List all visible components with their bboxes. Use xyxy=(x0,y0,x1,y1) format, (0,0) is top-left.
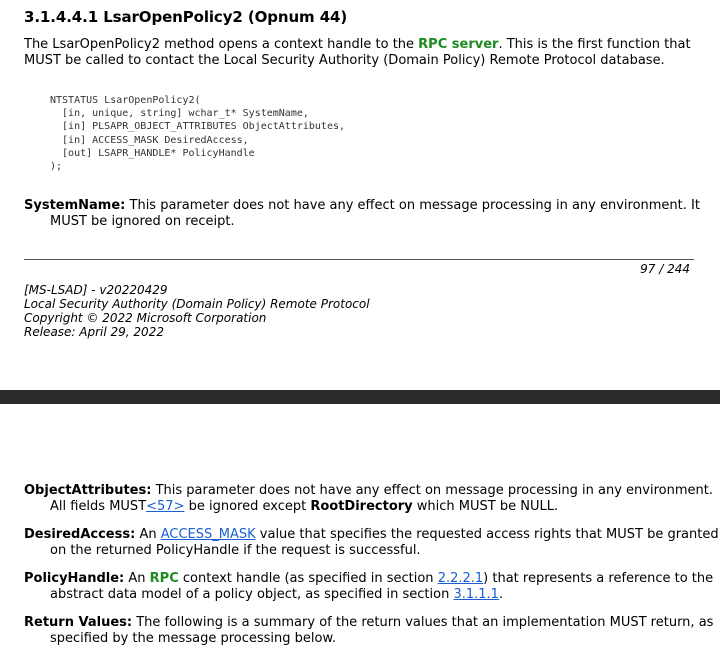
object-attributes-text-3: which MUST be NULL. xyxy=(412,499,559,514)
policy-handle-term: PolicyHandle: xyxy=(24,571,125,586)
footer-divider xyxy=(24,259,694,260)
desired-access-text-1: An xyxy=(135,527,161,542)
footer-doc-version: [MS-LSAD] - v20220429 xyxy=(24,283,168,297)
system-name-paragraph xyxy=(24,198,720,230)
policy-handle-text-2: context handle (as specified in section xyxy=(178,571,438,586)
object-attributes-text-1: This parameter does not have any effect on message processing in any environment. All fields MUST xyxy=(50,483,713,514)
return-values-term: Return Values: xyxy=(24,615,133,630)
return-values-paragraph xyxy=(24,615,720,647)
code-block xyxy=(50,94,345,173)
code-line: [in] PLSAPR_OBJECT_ATTRIBUTES ObjectAttributes, xyxy=(50,121,346,133)
footer-copyright: Copyright © 2022 Microsoft Corporation xyxy=(24,311,267,325)
page-break xyxy=(0,390,720,404)
object-attributes-paragraph xyxy=(24,483,720,515)
footer-release: Release: April 29, 2022 xyxy=(24,325,164,339)
section-3-1-1-1-link[interactable]: 3.1.1.1 xyxy=(453,587,499,602)
access-mask-link[interactable]: ACCESS_MASK xyxy=(160,527,256,542)
rpc-link[interactable]: RPC xyxy=(149,571,179,586)
footer-block xyxy=(24,283,370,339)
desired-access-paragraph xyxy=(24,527,720,559)
object-attributes-term: ObjectAttributes: xyxy=(24,483,152,498)
system-name-term: SystemName: xyxy=(24,198,126,213)
code-line: NTSTATUS LsarOpenPolicy2( xyxy=(50,95,201,106)
system-name-text: This parameter does not have any effect on message processing in any environment. It MUST be ignored on receipt. xyxy=(50,198,700,229)
policy-handle-paragraph xyxy=(24,571,720,603)
code-line: [out] LSAPR_HANDLE* PolicyHandle xyxy=(50,147,255,159)
code-line: [in] ACCESS_MASK DesiredAccess, xyxy=(50,134,249,146)
footer-doc-title: Local Security Authority (Domain Policy) Remote Protocol xyxy=(24,297,370,311)
footnote-57-link[interactable]: <57> xyxy=(146,499,185,514)
intro-text-1: The LsarOpenPolicy2 method opens a context handle to the xyxy=(24,37,419,52)
rpc-server-link[interactable]: RPC server xyxy=(418,37,499,52)
policy-handle-text-1: An xyxy=(124,571,150,586)
code-line: ); xyxy=(50,161,63,173)
code-line: [in, unique, string] wchar_t* SystemName, xyxy=(50,108,309,120)
intro-text-2: . This is the first function that MUST be called to contact the Local Security Authority (Domain Policy) Remote Protocol database. xyxy=(24,37,691,68)
section-2-2-2-1-link[interactable]: 2.2.2.1 xyxy=(437,571,484,586)
desired-access-text-2: value that specifies the requested access rights that MUST be granted on the returned PolicyHandle if the request is successful. xyxy=(50,527,719,558)
page-number: 97 / 244 xyxy=(640,262,690,276)
return-values-text: The following is a summary of the return values that an implementation MUST return, as specified by the message processing below. xyxy=(50,615,714,646)
object-attributes-text-2: be ignored except xyxy=(184,499,311,514)
root-directory-term: RootDirectory xyxy=(310,499,413,514)
policy-handle-text-4: . xyxy=(498,587,504,602)
desired-access-term: DesiredAccess: xyxy=(24,527,136,542)
intro-paragraph xyxy=(24,37,704,69)
section-title: 3.1.4.4.1 LsarOpenPolicy2 (Opnum 44) xyxy=(24,8,348,26)
policy-handle-text-3: ) that represents a reference to the abstract data model of a policy object, as specified in section xyxy=(50,571,714,602)
